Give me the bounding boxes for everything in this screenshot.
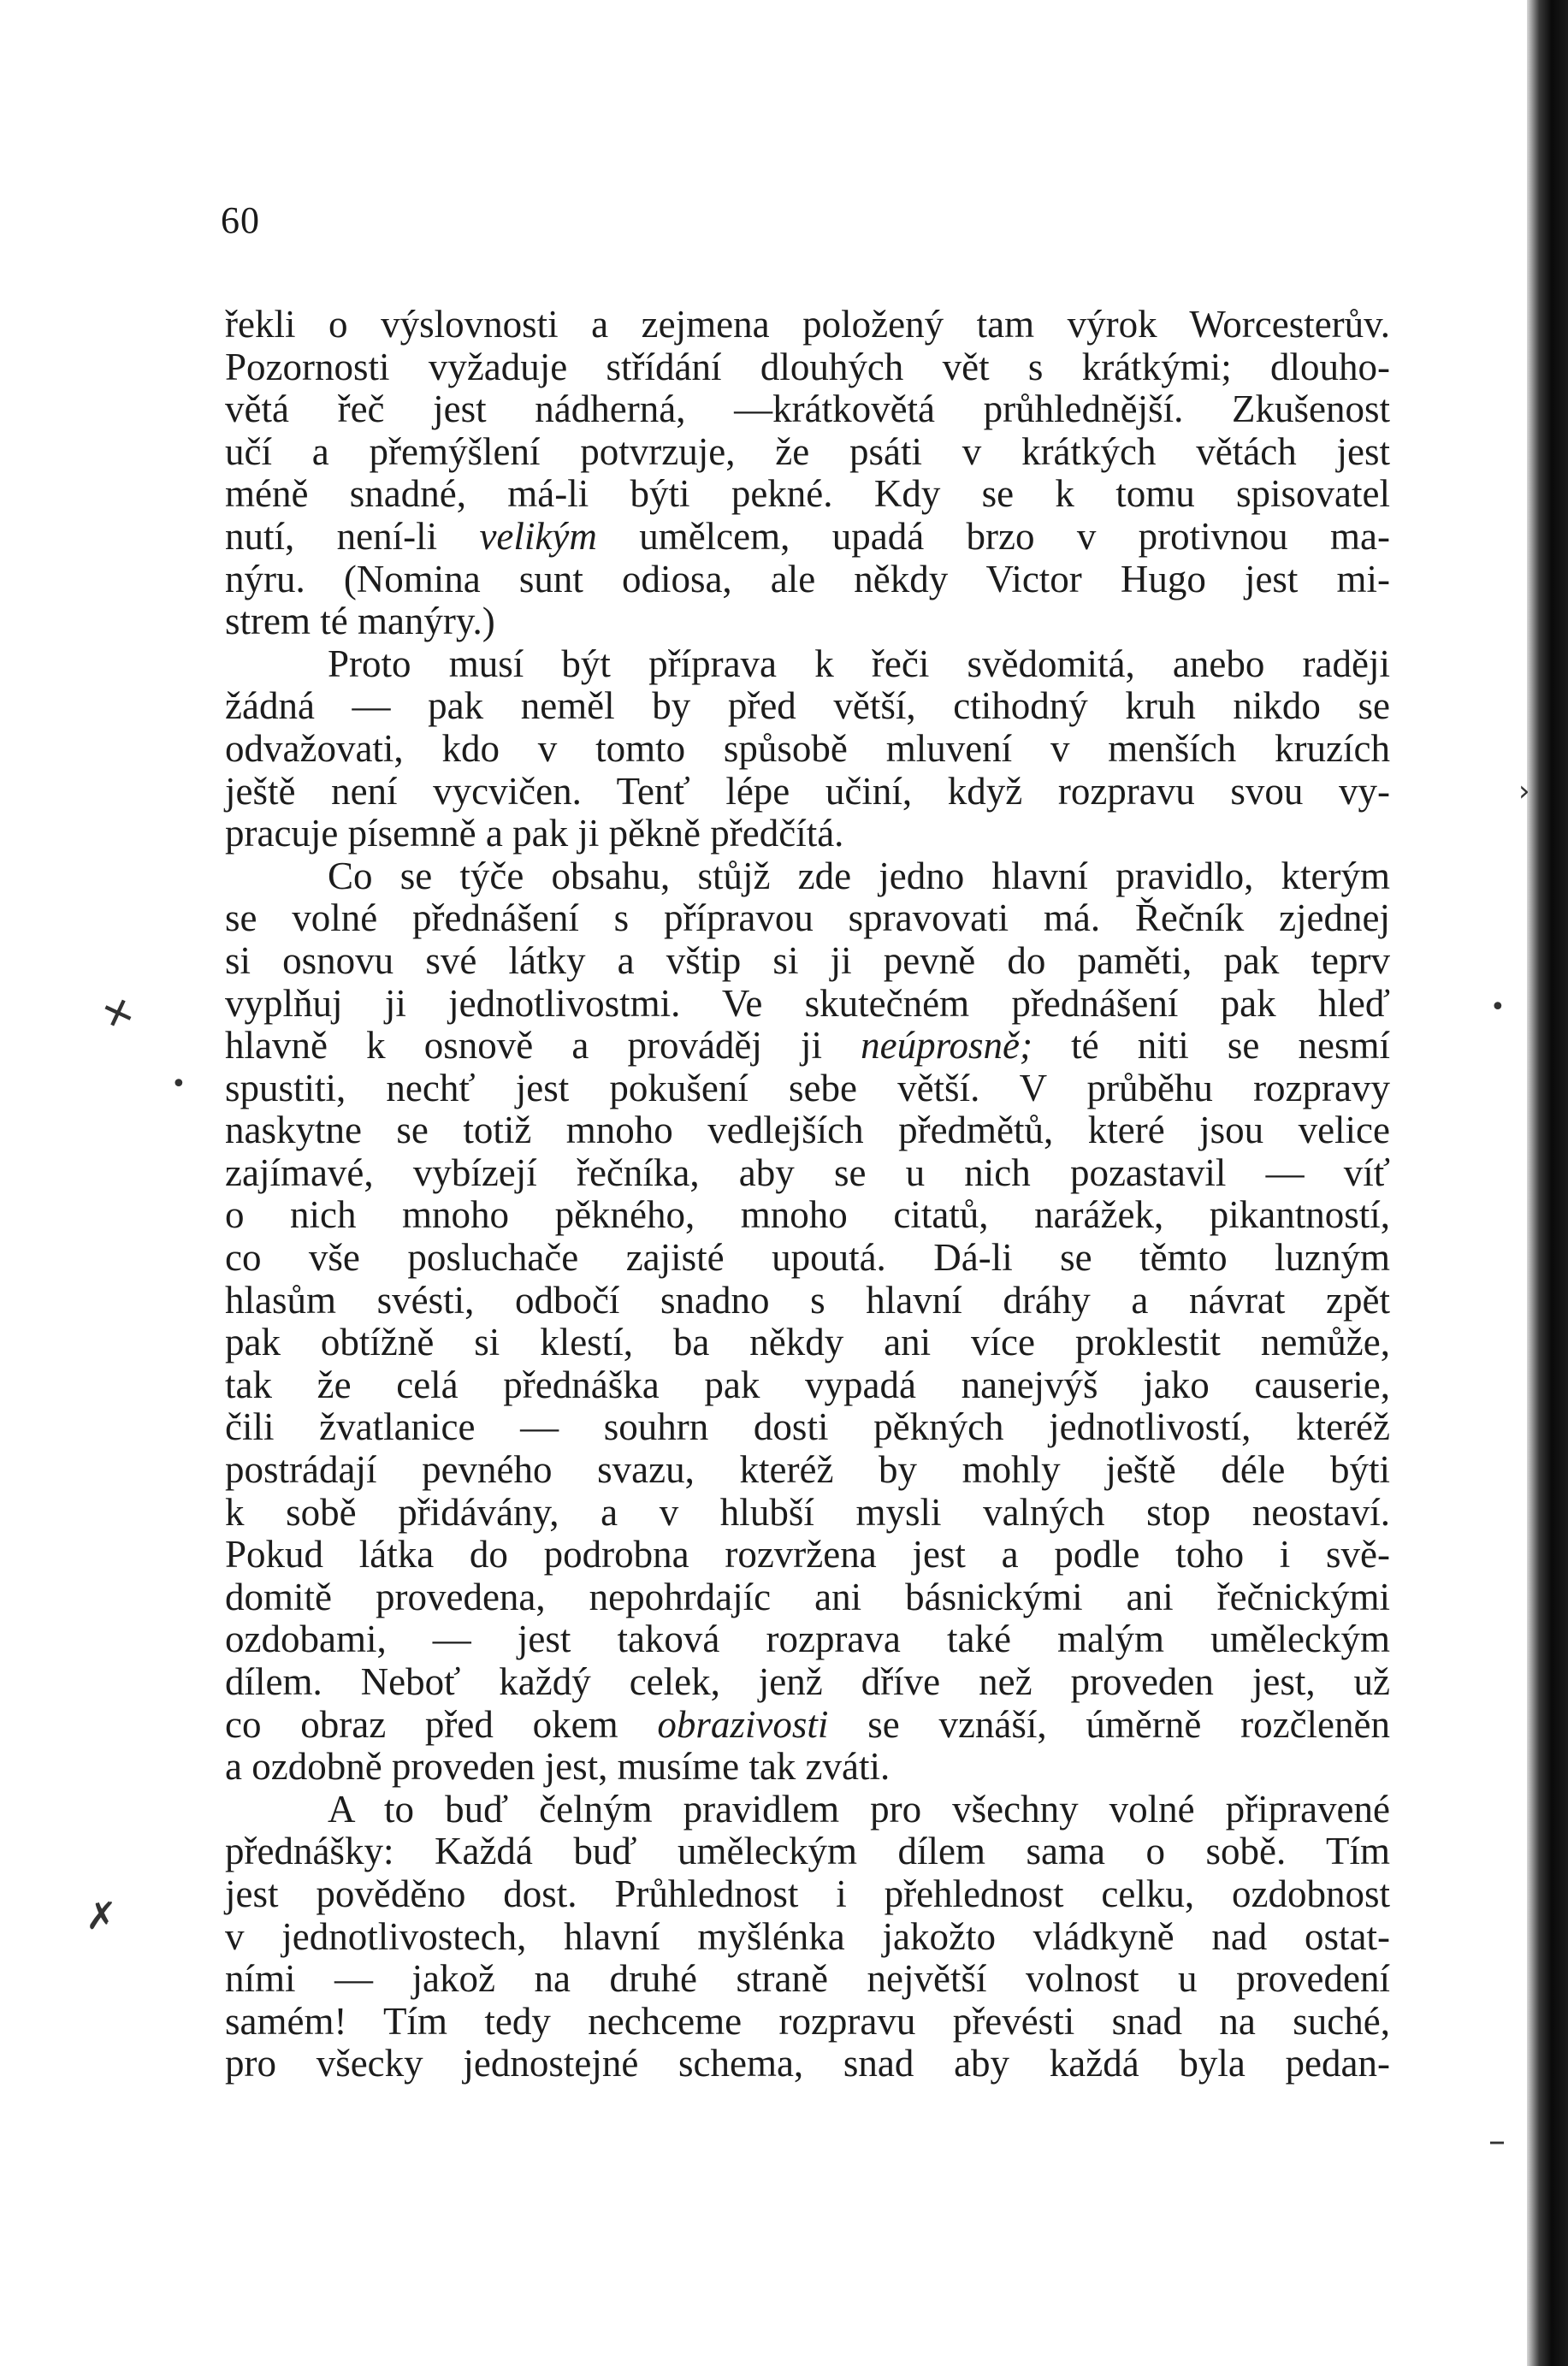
text-line: postrádají pevného svazu, kteréž by mohly ještě déle býti <box>225 1448 1390 1492</box>
text-line: vyplňuj ji jednotlivostmi. Ve skutečném přednášení pak hleď <box>225 981 1390 1025</box>
text-line: ještě není vycvičen. Tenť lépe učiní, když rozpravu svou vy- <box>225 769 1390 813</box>
text-line: žádná — pak neměl by před větší, ctihodný kruh nikdo se <box>225 684 1390 728</box>
page-number: 60 <box>221 199 260 241</box>
text-line: jest pověděno dost. Průhlednost i přehlednost celku, ozdobnost <box>225 1872 1390 1915</box>
text-line: méně snadné, má-li býti pekné. Kdy se k tomu spisovatel <box>225 472 1390 516</box>
text-line: A to buď čelným pravidlem pro všechny volné připravené <box>328 1787 1390 1831</box>
text-line: si osnovu své látky a vštip si ji pevně do paměti, pak teprv <box>225 938 1390 982</box>
italic-emphasis: velikým <box>479 514 597 558</box>
text-line: pracuje písemně a pak ji pěkně předčítá. <box>225 812 844 855</box>
text-line: nutí, není-li velikým umělcem, upadá brzo v protivnou ma- <box>225 514 1390 558</box>
text-line: hlasům svésti, odbočí snadno s hlavní dráhy a návrat zpět <box>225 1278 1390 1322</box>
margin-mark-dash: – <box>1488 2121 1506 2161</box>
text-line: domitě provedena, nepohrdajíc ani básnickými ani řečnickými <box>225 1575 1390 1618</box>
text-line: přednášky: Každá buď uměleckým dílem sama o sobě. Tím <box>225 1830 1390 1873</box>
text-line: učí a přemýšlení potvrzuje, že psáti v krátkých větách jest <box>225 429 1390 473</box>
text-line: odvažovati, kdo v tomto spůsobě mluvení v menších kruzích <box>225 726 1390 770</box>
text-line: samém! Tím tedy nechceme rozpravu převésti snad na suché, <box>225 1999 1390 2043</box>
text-line: ozdobami, — jest taková rozprava také malým uměleckým <box>225 1618 1390 1661</box>
text-line: a ozdobně proveden jest, musíme tak zváti. <box>225 1745 891 1789</box>
text-line: nýru. (Nomina sunt odiosa, ale někdy Victor Hugo jest mi- <box>225 557 1390 600</box>
text-line: ními — jakož na druhé straně největší volnost u provedení <box>225 1957 1390 2001</box>
text-line: pak obtížně si klestí, ba někdy ani více proklestit nemůže, <box>225 1321 1390 1364</box>
page-edge-shadow <box>1527 0 1568 2366</box>
italic-emphasis: neúprosně; <box>861 1024 1033 1068</box>
text-line: se volné přednášení s přípravou spravovati má. Řečník zjednej <box>225 896 1390 940</box>
text-line: o nich mnoho pěkného, mnoho citatů, narážek, pikantností, <box>225 1193 1390 1237</box>
margin-mark-arrow: ✗ <box>86 1895 117 1938</box>
margin-mark-dot-right: • <box>1490 992 1506 1022</box>
text-line: naskytne se totiž mnoho vedlejších předmětů, které jsou velice <box>225 1109 1390 1152</box>
margin-mark-dot: • <box>171 1069 186 1099</box>
body-text <box>225 304 1390 2085</box>
text-line: strem té manýry.) <box>225 600 495 643</box>
text-line: řekli o výslovnosti a zejmena položený tam výrok Worcesterův. <box>225 303 1390 346</box>
text-line: Pokud látka do podrobna rozvržena jest a podle toho i svě- <box>225 1533 1390 1576</box>
text-line: Pozornosti vyžaduje střídání dlouhých vět s krátkými; dlouho- <box>225 345 1390 388</box>
text-line: čili žvatlanice — souhrn dosti pěkných jednotlivostí, kteréž <box>225 1405 1390 1449</box>
text-line: Co se týče obsahu, stůjž zde jedno hlavní pravidlo, kterým <box>328 854 1390 897</box>
text-line: Proto musí být příprava k řeči svědomitá, anebo raději <box>328 642 1390 685</box>
text-line: hlavně k osnově a prováděj ji neúprosně; té niti se nesmí <box>225 1024 1390 1068</box>
text-line: dílem. Neboť každý celek, jenž dříve než proveden jest, už <box>225 1660 1390 1703</box>
text-line: k sobě přidávány, a v hlubší mysli valných stop neostaví. <box>225 1490 1390 1534</box>
italic-emphasis: obrazivosti <box>657 1702 829 1746</box>
text-line: větá řeč jest nádherná, —krátkovětá průhlednější. Zkušenost <box>225 387 1390 431</box>
margin-mark-x: ✕ <box>96 988 141 1040</box>
text-line: co vše posluchače zajisté upoutá. Dá-li se těmto luzným <box>225 1236 1390 1280</box>
margin-mark-tick: › <box>1518 774 1530 808</box>
text-line: tak že celá přednáška pak vypadá nanejvýš jako causerie, <box>225 1363 1390 1406</box>
text-line: v jednotlivostech, hlavní myšlénka jakožto vládkyně nad ostat- <box>225 1914 1390 1958</box>
text-line: co obraz před okem obrazivosti se vznáší, úměrně rozčleněn <box>225 1702 1391 1746</box>
text-line: zajímavé, vybízejí řečníka, aby se u nich pozastavil — víť <box>225 1150 1390 1194</box>
text-line: pro všecky jednostejné schema, snad aby každá byla pedan- <box>225 2042 1390 2085</box>
text-line: spustiti, nechť jest pokušení sebe větší. V průběhu rozpravy <box>225 1066 1390 1109</box>
